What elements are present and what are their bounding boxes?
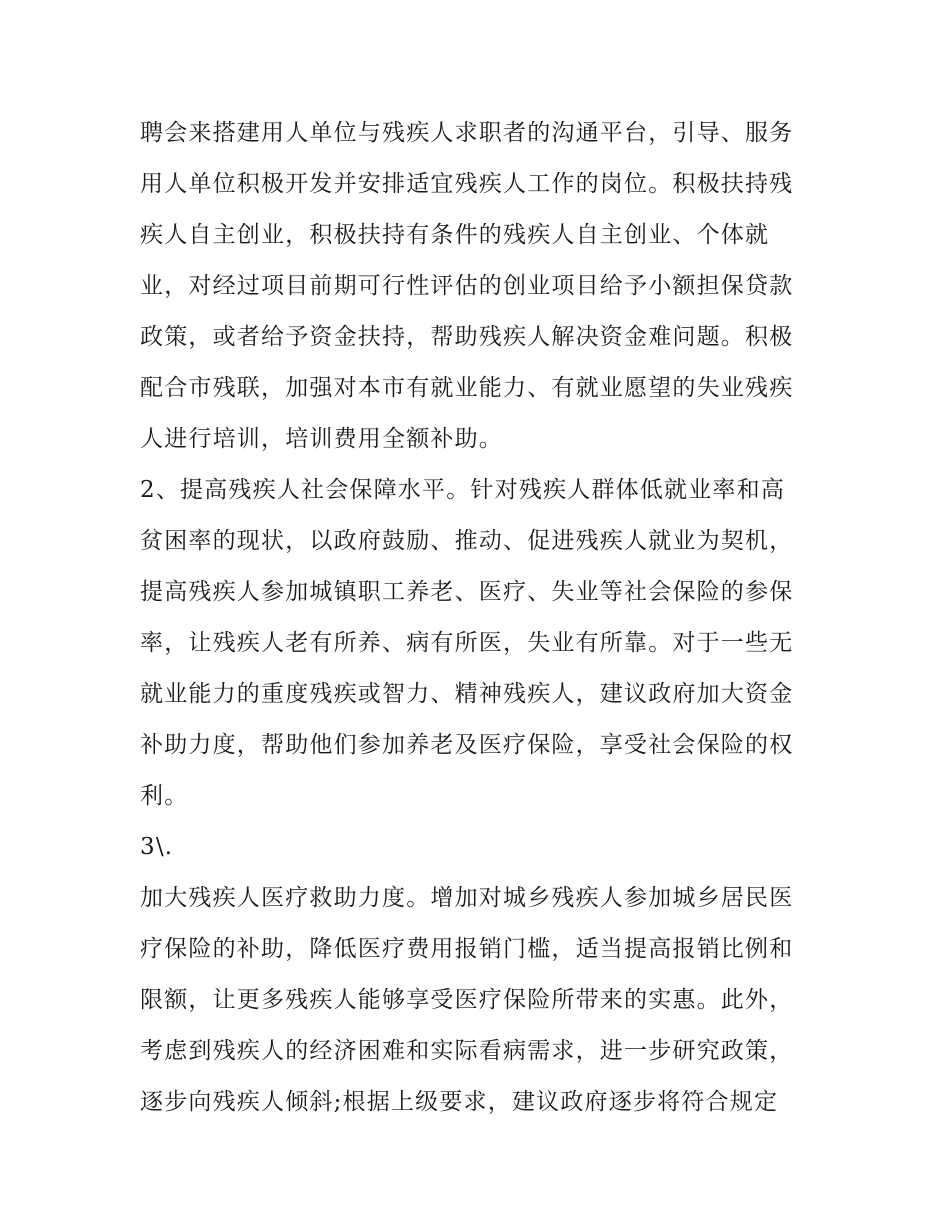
text-line: 配合市残联，加强对本市有就业能力、有就业愿望的失业残疾 [140, 375, 794, 401]
text-line: 贫困率的现状，以政府鼓励、推动、促进残疾人就业为契机， [140, 528, 794, 554]
text-line: 2、提高残疾人社会保障水平。针对残疾人群体低就业率和高 [140, 477, 786, 503]
text-line: 率，让残疾人老有所养、病有所医，失业有所靠。对于一些无 [140, 630, 794, 656]
text-line: 限额，让更多残疾人能够享受医疗保险所带来的实惠。此外， [140, 987, 794, 1013]
text-line: 提高残疾人参加城镇职工养老、医疗、失业等社会保险的参保 [140, 579, 794, 605]
text-line: 人进行培训，培训费用全额补助。 [140, 426, 503, 452]
text-line: 就业能力的重度残疾或智力、精神残疾人，建议政府加大资金 [140, 681, 794, 707]
text-line: 加大残疾人医疗救助力度。增加对城乡残疾人参加城乡居民医 [140, 885, 794, 911]
text-line: 补助力度，帮助他们参加养老及医疗保险，享受社会保险的权 [140, 732, 794, 758]
text-line: 业，对经过项目前期可行性评估的创业项目给予小额担保贷款 [140, 273, 794, 299]
text-line: 疾人自主创业，积极扶持有条件的残疾人自主创业、个体就 [140, 222, 770, 248]
text-line: 疗保险的补助，降低医疗费用报销门槛，适当提高报销比例和 [140, 936, 794, 962]
body-text [140, 108, 820, 1128]
text-line: 用人单位积极开发并安排适宜残疾人工作的岗位。积极扶持残 [140, 171, 794, 197]
text-line: 政策，或者给予资金扶持，帮助残疾人解决资金难问题。积极 [140, 324, 794, 350]
text-line: 逐步向残疾人倾斜;根据上级要求，建议政府逐步将符合规定 [140, 1089, 779, 1115]
text-line: 聘会来搭建用人单位与残疾人求职者的沟通平台，引导、服务 [140, 120, 794, 146]
text-line: 利。 [140, 783, 189, 809]
text-line: 3\. [140, 834, 174, 860]
text-line: 考虑到残疾人的经济困难和实际看病需求，进一步研究政策， [140, 1038, 794, 1064]
